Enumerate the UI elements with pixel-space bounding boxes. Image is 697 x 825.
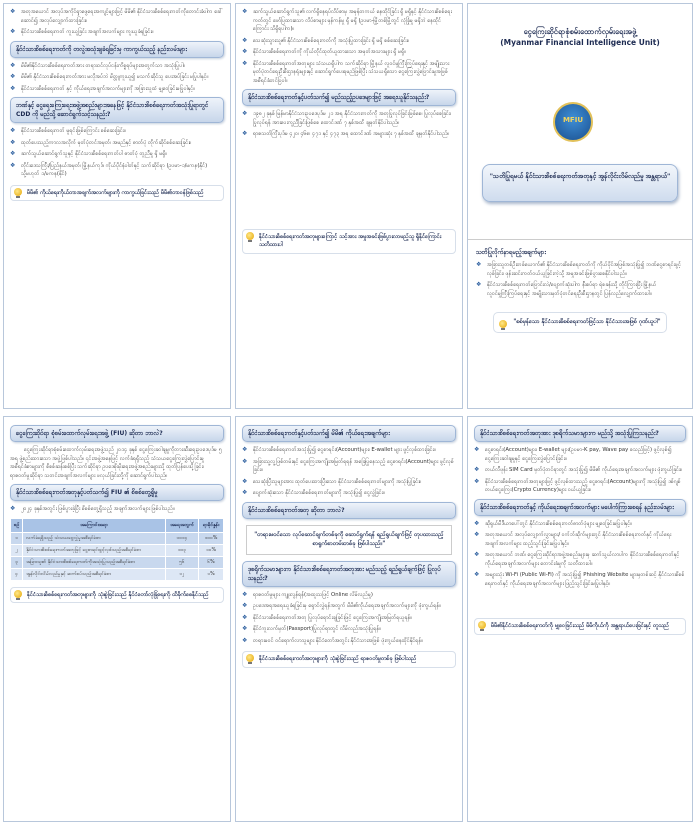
table-cell: အွန်လိုင်းလိမ်လည်မှုနှင့် ဆက်စပ်သည့်အစီရင်ခံစာ <box>23 568 166 580</box>
table-cell: လက်ခံရရှိသည့် သံသယငွေလွှဲမှုအစီရင်ခံစာ <box>23 532 166 544</box>
findings-table <box>10 518 224 581</box>
list-item: ❖ ဆိုရှယ်မီဒီယာပေါ်တွင် နိုင်ငံသားစိစစ်ရေးကတ်ဓာတ်ပုံများ မျှဝေခြင်းမပြုပါနှင့်။ <box>474 520 686 529</box>
list-item: ❖ ပျောက်ဆုံးသော နိုင်ငံသားစိစစ်ရေးကတ်များကို အသုံးပြု၍ ငွေလွှဲခြင်း။ <box>242 489 456 498</box>
tip-callout <box>10 587 224 604</box>
list-item: ❖ နိုင်ငံသားစိစစ်ရေးကတ်ကို ကိုယ်တိုင်ထုတ်ယူထားသော အမှတ်အသားများ ရှိ မရှိ။ <box>242 48 456 57</box>
fiu-description: ငွေကြေးဆိုင်ရာစုံစမ်းထောက်လှမ်းရေးအဖွဲ့သည် ၂၀၁၄ ခုနှစ် ငွေကြေးခဝါချမှုကိုတားဆီးရေးဥပဒေပုဒ်မ ၅ အရ ဖွဲ့စည်းထားသော အဖွဲ့ဖြစ်ပါသည်။ ၎င်းအဖွဲ့အနေဖြင့် လက်ခံရရှိသည့် သံသယငွေကြေးလွှဲပြောင်းမှုအစီရင်ခံစာများကို စိစစ်ဆန်းစစ်ပြီး သက်ဆိုင်ရာ ဥပဒေစိုးမိုးရေးအဖွဲ့အစည်းများသို့ ထုတ်ပြန်ပေးပို့ခြင်း၊ ရာဇဝတ်မှုဆိုင်ရာ သတင်းအချက်အလက်များ ဖလှယ်ခြင်းတို့ကို ဆောင်ရွက်ပါသည်။ <box>10 447 222 479</box>
tip-text: နိုင်ငံသားစိစစ်ရေးကတ်အတုများကြောင့် သင့်အား အမှုအခင်းဖြစ်ပွားလာမည့်သူ ရှိနိုင်ကြောင်း သတိထားပါ <box>259 233 442 248</box>
cover-header <box>468 26 692 240</box>
list-item: ❖ မိမိ၏ နိုင်ငံသားစိစစ်ရေးကတ်အား မလိုအပ်ဘဲ မိတ္တူကူးယူ၍ မသက်ဆိုင်သူ ပေးအပ်ခြင်း မပြုပါနှင့်။ <box>10 73 224 82</box>
lightbulb-icon <box>246 232 254 240</box>
section-heading: ဘဏ်နှင့် ငွေရေးကြေးရေးအဖွဲ့အစည်းများအနေဖြင့် နိုင်ငံသားစိစစ်ရေးကတ်အသုံးပြုရာတွင် CDD ကို မည်သို့ ဆောင်ရွက်သင့်သနည်း? <box>10 97 224 123</box>
tip-text: မိမိ၏နိုင်ငံသားစိစစ်ရေးကတ်ကို မျှဝေခြင်းသည် မိမိကိုယ်ကို အန္တရာယ်ပေးခြင်းနှင့် တူသည် <box>491 623 670 629</box>
list-item: ❖ နိုင်ငံသားစိစစ်ရေးကတ်အတုများဖြင့် ဖွင့်လှစ်ထားသည့် ငွေစာရင်း(Account)များကို အသုံးပြု၍ ဒစ်ဂျစ်တယ်ငွေကြေး(Crypto Currency)များ ဝယ်ယူခြင်း။ <box>474 478 686 495</box>
list-item: ❖ ထုတ်ပေးသည့်ကာလအလိုက် မှတ်ပုံတင်အမှတ်၊ အမည်နှင့် ဓာတ်ပုံ တိုက်ဆိုင်စစ်ဆေးခြင်း။ <box>10 139 224 148</box>
lightbulb-icon <box>14 590 22 598</box>
table-cell: ၃ <box>11 556 23 568</box>
panel-2 <box>235 3 463 409</box>
tip-callout <box>474 618 686 635</box>
slogan-text: "စစ်မှန်သော နိုင်ငံသားစိစစ်ရေးကတ်ဖြင့်သာ နိုင်ငံသားအဖြစ် ဂုဏ်ယူပါ" <box>513 319 661 325</box>
section-heading: နိုင်ငံသားစိစစ်ရေးကတ်နှင့်ပတ်သက်၍ မည်သည့်ဥပဒေများဖြင့် အရေးယူနိုင်သနည်း? <box>242 89 456 106</box>
tip-callout <box>10 185 224 202</box>
list-item: ❖ နိုင်ငံသားစိစစ်ရေးကတ်အသုံးပြု၍ ငွေစာရင်း(Account)များ၊ E-wallet များ ဖွင့်လှစ်ထားခြင်း။ <box>242 446 456 455</box>
table-cell: အခြားသူ၏ နိုင်ငံသားစိစစ်ရေးကတ်ကိုအသုံးပြုသည့်အစီရင်ခံစာ <box>23 556 166 568</box>
table-cell: ၅၆ <box>165 556 198 568</box>
mfiu-logo <box>553 102 593 142</box>
section-heading: ဒုစရိုက်သမားများက နိုင်ငံသားစိစစ်ရေးကတ်အတုအား မည်သည့် ရည်ရွယ်ချက်ဖြင့် ပြုလုပ်သနည်း? <box>242 561 456 587</box>
table-cell: ၁၀၃ <box>165 544 198 556</box>
table-row <box>11 556 224 568</box>
tip-callout <box>242 651 456 668</box>
definition-quote: "တရားမဝင်သော လုပ်ဆောင်ချက်တစ်ခုကို ဆောင်ရွက်ရန် ရည်ရွယ်ချက်ဖြင့် တုပထားသည့် စာရွက်စာတမ်းတစ်ခု ဖြစ်ပါသည်။" <box>246 525 452 555</box>
column-header: စဉ် <box>11 518 23 532</box>
tip-text: မိမိ၏ ကိုယ်ရေးကိုယ်တာအချက်အလက်များကို ကာကွယ်ခြင်းသည် မိမိ၏တာဝန်ဖြစ်သည် <box>27 189 204 196</box>
list-item: ❖ ရာဇသတ်ကြီးပုဒ်မ ၄၂၀၊ ၄၆၈၊ ၄၇၁ နှင့် ၄၇၃ အရ ထောင်ဒဏ် အများဆုံး ၇ နှစ်အထိ ချမှတ်နိုင်ပါသည်။ <box>242 130 456 139</box>
tip-callout <box>242 229 456 254</box>
list-item: ❖ ဥပဒေအရအရေးယူခံရခြင်းမှ ရှောင်လွှဲရန်အတွက် မိမိ၏ကိုယ်ရေးအချက်အလက်များကို ဖုံးကွယ်ရန်။ <box>242 602 456 611</box>
bullet-list-top <box>242 446 456 498</box>
table-cell: ၁၀% <box>199 544 224 556</box>
list-item: ❖ ဆက်သွယ်ဆောင်ရွက်သူနှင့် နိုင်ငံသားစိစစ်ရေးကတ်ပါ ဓာတ်ပုံ တူညီမှု ရှိ မရှိ။ <box>10 150 224 159</box>
list-item: ❖ ဆက်သွယ်ဆောင်ရွက်သူ၏ လက်ရှိနေရပ်လိပ်စာမှ အမှန်တကယ် နေထိုင်ခြင်း ရှိ မရှိနှင့် နိုင်ငံသားစိစစ်ရေးကတ်တွင် ဖော်ပြထားသော လိပ်စာများ မှန်ကန်မှု ရှိ မရှိ (ဥပမာ-မြို့တစ်မြို့တွင် လုံခြုံမှု မရှိဘဲ နေထိုင်ကြောင်း သိရှိရပါက)။ <box>242 8 456 34</box>
list-item: ❖ ငွေစာရင်း(Account)များ၊ E-wallet များ(ဥပမာ-K pay, Wave pay စသည်ဖြင့်) ဖွင့်လှစ်၍ ငွေကြေးခဝါချမှုနှင့် ငွေကြေးလွှဲပြောင်းခြင်း။ <box>474 446 686 463</box>
list-item: ❖ ၂၀၂၄ ခုနှစ်အတွင်း ဖြစ်ပွားခဲ့ပြီး စိစစ်တွေ့ရှိသည့် အချက်အလက်များ ဖြစ်ပါသည်။ <box>10 505 224 514</box>
table-cell: ၁% <box>199 568 224 580</box>
list-item: ❖ သေဆုံးသွားသူ၏ နိုင်ငံသားစိစစ်ရေးကတ်ကို အသုံးပြုထားခြင်း ရှိ မရှိ စစ်ဆေးခြင်း။ <box>242 37 456 46</box>
bullet-list-bottom <box>242 110 456 139</box>
table-header-row <box>11 518 224 532</box>
org-name: ငွေကြေးဆိုင်ရာစုံစမ်းထောက်လှမ်းရေးအဖွဲ့ <box>523 27 637 36</box>
list-item: ❖ နိုင်ငံသားစိစစ်ရေးကတ်ပြောင်းလဲ/ပျောက်ဆုံးပါက နီးစပ်ရာ ရဲစခန်းသို့ တိုင်ကြားပြီး မြို့နယ်လူဝင်မှုကြီးကြပ်ရေးနှင့် အမျိုးသားမှတ်ပုံတင်ရေးဦးစီးဌာနတွင် ပြန်လည်လျှောက်ထားပါ။ <box>476 281 684 298</box>
section-heading: နိုင်ငံသားစိစစ်ရေးကတ်အတု ဆိုတာ ဘာလဲ? <box>242 502 456 519</box>
list-item: ❖ နိုင်ငံသားစိစစ်ရေးကတ် နှင့် ကိုယ်ရေးအချက်အလက်များကို အခြားသူထံ မျှဝေခြင်းမပြုပါနှင့်။ <box>10 85 224 94</box>
section-heading: ငွေကြေးဆိုင်ရာ စုံစမ်းထောက်လှမ်းရေးအဖွဲ့ (FIU) ဆိုတာ ဘာလဲ? <box>10 425 224 442</box>
slogan-callout <box>493 312 667 333</box>
list-item: ❖ အတုအယောင် အလုပ်လျှောက်လွှာများ/ ဝက်ဘ်ဆိုက်များတွင် နိုင်ငံသားစိစစ်ရေးကတ်နှင့် ကိုယ်ရေးအချက်အလက်များ ထည့်သွင်းခြင်းမပြုပါနှင့်။ <box>474 531 686 548</box>
list-item: ❖ တယ်လီဖုန်း SIM Card မှတ်ပုံတင်ရာတွင် အသုံးပြု၍ မိမိ၏ ကိုယ်ရေးအချက်အလက်များ ဖုံးကွယ်ခြင်း။ <box>474 466 686 475</box>
table-cell: ၆% <box>199 556 224 568</box>
table-cell: ၁၂ <box>165 568 198 580</box>
section-heading: နိုင်ငံသားစိစစ်ရေးကတ်အတုအား ဒုစရိုက်သမားများက မည်သို့ အသုံးပြုကြသနည်း? <box>474 425 686 442</box>
lightbulb-icon <box>478 621 486 629</box>
section-heading: သတိပြုလိုက်နာရမည့်အချက်များ <box>476 249 546 256</box>
bullet-list-mid <box>10 62 224 94</box>
list-item: ❖ အခြားသူ့လူ့ဖြစ်တမ်းနှင့် ငွေကြေးအကျိုးအမြတ်ရရန် အခြေပြုနေသည့် ငွေစာရင်း(Account)များ ဖွင့်လှစ်ခြင်း။ <box>242 458 456 475</box>
list-item: ❖ နိုင်ငံသားစိစစ်ရေးကတ် မူရင်းဖြစ်ကြောင်း စစ်ဆေးခြင်း။ <box>10 127 224 136</box>
table-cell: ၁ <box>11 532 23 544</box>
list-item: ❖ ၁၉၈၂ ခုနှစ် မြန်မာနိုင်ငံသားဥပဒေပုဒ်မ ၂၁ အရ နိုင်ငံသားကတ်ကို အတုပြုလုပ်ခြင်းဖြစ်စေ၊ ပြုလုပ်စေခြင်း၊ ပြုလုပ်ရန် အားပေးကူညီခြင်းဖြစ်စေ ထောင်ဒဏ် ၇ နှစ်အထိ ချမှတ်နိုင်ပါသည်။ <box>242 110 456 127</box>
column-header: အကြောင်းအရာ <box>23 518 166 532</box>
table-row <box>11 532 224 544</box>
bullet-list-top <box>10 8 224 37</box>
org-name-english: (Myanmar Financial Intelligence Unit) <box>500 38 660 47</box>
tip-text: နိုင်ငံသားစိစစ်ရေးကတ်အတုများကို သုံးစွဲခြင်းသည် နိုင်ငံတော်လုံခြုံရေးကို ထိခိုက်စေနိုင်သည် <box>27 591 209 598</box>
list-item: ❖ နိုင်ငံသားစိစစ်ရေးကတ် ကူးယူခြင်း အချက်အလက်များ ကူးယူခံရခြင်း။ <box>10 28 224 37</box>
table-row <box>11 568 224 580</box>
cover-body <box>468 240 692 341</box>
list-item: ❖ သေဆုံးပြီးသူများအား ထုတ်ပေးထားပြီးသော နိုင်ငံသားစိစစ်ရေးကတ်များကို အသုံးပြုခြင်း။ <box>242 478 456 487</box>
column-header: ရာခိုင်နှုန်း <box>199 518 224 532</box>
list-item: ❖ နိုင်ငံကူးလက်မှတ်(Passport)ပြုလုပ်ရာတွင် လိမ်လည်အသုံးပြုရန်။ <box>242 625 456 634</box>
section-heading: နိုင်ငံသားစိစစ်ရေးကတ်နှင့်ပတ်သက်၍ မိမိ၏ ကိုယ်ရေးအချက်များ <box>242 425 456 442</box>
section-heading: နိုင်ငံသားစိစစ်ရေးကတ်ကို တလွဲအသုံးချခံရခြင်းမှ ကာကွယ်သည့် နည်းလမ်းများ <box>10 41 224 58</box>
column-header: အရေအတွက် <box>165 518 198 532</box>
list-item: ❖ နိုင်ငံသားစိစစ်ရေးကတ်အတုများ သံသယရှိပါက သက်ဆိုင်ရာ မြို့နယ် လူဝင်မှုကြီးကြပ်ရေးနှင့် အမျိုးသားမှတ်ပုံတင်ရေးဦးစီးဌာနရုံးများနှင့် ဆောင်ရွက်ပေးရမည်ဖြစ်ပြီး သံသယရှိသော ငွေကြေးလွှဲပြောင်းမှုအဖြစ် အစီရင်ခံတင်ပြပါ။ <box>242 60 456 86</box>
panel-6 <box>467 416 693 822</box>
table-cell: ၄ <box>11 568 23 580</box>
bullet-list-bottom <box>242 591 456 646</box>
table-cell: ၁၀၁၄ <box>165 532 198 544</box>
list-item: ❖ ရာဇဝတ်မှုများ ကျူးလွန်ရန်(အထူးသဖြင့် Online လိမ်လည်မှု) <box>242 591 456 600</box>
title-banner: "သတိပြုရမယ် နိုင်ငံသားစိစစ်ရေးကတ်အတုနှင့် အွန်လိုင်းလိမ်လည်မှု အန္တရာယ်" <box>482 164 678 202</box>
panel-4 <box>3 416 231 822</box>
logo-text: MFIU <box>562 116 584 124</box>
section-heading: နိုင်ငံသားစိစစ်ရေးကတ်အတုနှင့်ပတ်သက်၍ FIU ၏ စိစစ်တွေ့ရှိမှု <box>10 484 224 501</box>
bullet-list-bottom <box>10 127 224 179</box>
lightbulb-icon <box>499 320 507 328</box>
bullet-list <box>10 505 224 514</box>
list-item: ❖ အခြားသူတစ်ဦးတစ်ယောက်၏ နိုင်ငံသားစိစစ်ရေးကတ်ကို ကိုယ်ပိုင်အဖြစ်အသုံးပြု၍ ဘဏ်ငွေစာရင်းဖွင့်လှစ်ခြင်း၊ ဖုန်းဆင်းကတ်ဝယ်ယူခြင်းကဲ့သို့ အမှုအခင်းဖြစ်ပွားစေနိုင်ပါသည်။ <box>476 261 684 278</box>
list-item: ❖ တရားမဝင် ဝင်ရောက်လာသူများ နိုင်ငံတော်အတွင်း နိုင်ငံသားအဖြစ် ဖုံးကွယ်နေထိုင်နိုင်ရန်။ <box>242 637 456 646</box>
panel-1 <box>3 3 231 409</box>
table-cell: ၁၀၀% <box>199 532 224 544</box>
list-item: ❖ အများသုံး Wi-Fi (Public Wi-Fi) ကို အသုံးပြု၍ Phishing Website များမှတစ်ဆင့် နိုင်ငံသားစိစစ်ရေးကတ်နှင့် ကိုယ်ရေးအချက်အလက်များ ဖြည့်သွင်းခြင်းမပြုပါနှင့်။ <box>474 571 686 588</box>
panel-5 <box>235 416 463 822</box>
lightbulb-icon <box>14 188 22 196</box>
bullet-list-top <box>242 8 456 85</box>
list-item: ❖ နိုင်ငံသားစိစစ်ရေးကတ်အတု ပြုလုပ်ရောင်းချခြင်းဖြင့် ငွေကြေးအကျိုးအမြတ်ရယူရန်။ <box>242 614 456 623</box>
bullet-list-top <box>474 446 686 495</box>
table-row <box>11 544 224 556</box>
bullet-list-bottom <box>474 520 686 589</box>
section-heading: နိုင်ငံသားစိစစ်ရေးကတ်နှင့် ကိုယ်ရေးအချက်အလက်များ မပေါက်ကြားစေရန် နည်းလမ်းများ <box>474 499 686 516</box>
cover-panel <box>467 3 693 409</box>
list-item: ❖ တိုင်းဒေသကြီး/ပြည်နယ်အမှတ်၊ မြို့နယ်ကုဒ်၊ ကိုယ်ပိုင်နံပါတ်နှင့် သက်ဆိုင်ရာ (ဥပမာ-၁/မကန(နိုင်) သို့မဟုတ် ၁/မကန(နိုင်) <box>10 162 224 179</box>
list-item: ❖ အတုအယောင် အလုပ်အကိုင်ရှာဖွေရေးအကျင့်များဖြင့် မိမိ၏ နိုင်ငံသားစိစစ်ရေးကတ်ကိုတောင်းခံပါက ခေါ်ဆောင်၍ အလုပ်လျှောက်ထားခြင်း။ <box>10 8 224 25</box>
tip-text: နိုင်ငံသားစိစစ်ရေးကတ်အတုများကို သုံးစွဲခြင်းသည် ရာဇဝတ်မှုတစ်ခု ဖြစ်ပါသည် <box>259 656 417 662</box>
bullet-list <box>476 261 684 298</box>
table-cell: ၂ <box>11 544 23 556</box>
list-item: ❖ မိမိ၏နိုင်ငံသားစိစစ်ရေးကတ်အား တရားဝင်လုပ်ငန်းကိစ္စရပ်များအတွက်သာ အသုံးပြုပါ။ <box>10 62 224 71</box>
table-cell: နိုင်ငံသားစိစစ်ရေးကတ်အတုဖြင့် ငွေစာရင်းဖွင့်လှစ်သည့်အစီရင်ခံစာ <box>23 544 166 556</box>
list-item: ❖ အတုအယောင် ဘဏ်၊ ငွေကြေးဆိုင်ရာအဖွဲ့အစည်းများမှ ဆက်သွယ်လာပါက နိုင်ငံသားစိစစ်ရေးကတ်နှင့် ကိုယ်ရေးအချက်အလက်များ တောင်းခံမှုကို သတိထားပါ။ <box>474 551 686 568</box>
lightbulb-icon <box>246 654 254 662</box>
